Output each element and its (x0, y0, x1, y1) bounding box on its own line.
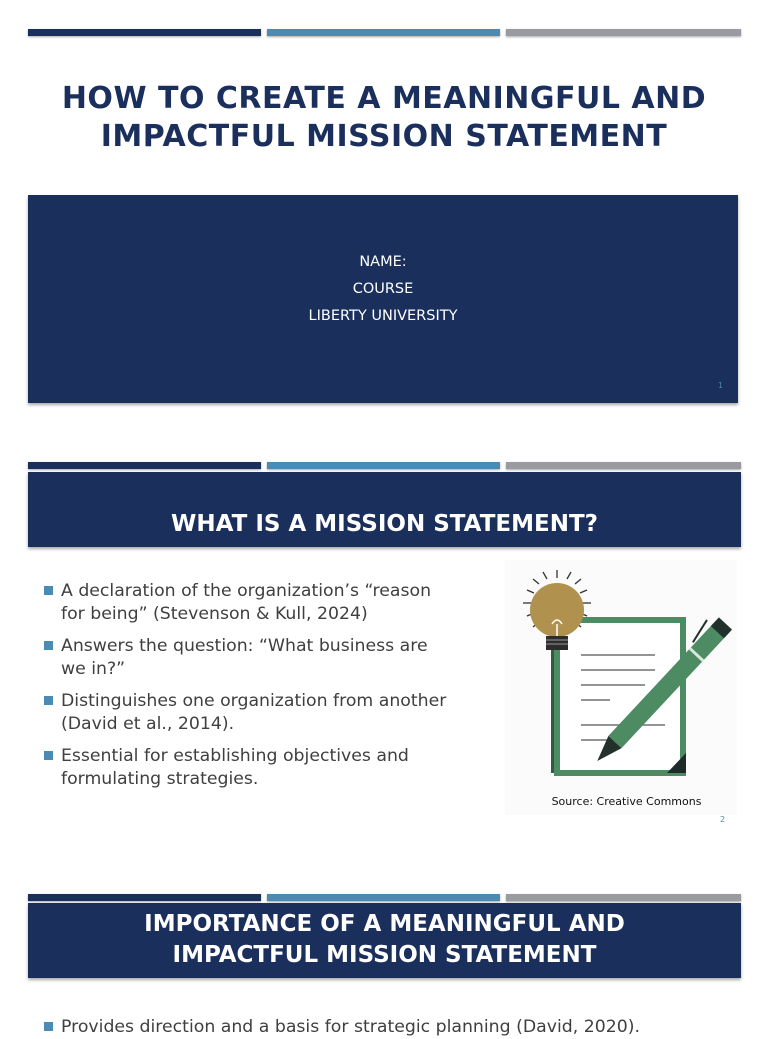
slide2-title-bar (28, 472, 741, 547)
list-item: A declaration of the organization’s “reason for being” (Stevenson & Kull, 2024) (44, 580, 504, 626)
image-caption: Source: Creative Commons (551, 795, 702, 808)
slide2-bullet-list (44, 580, 504, 800)
list-item: Distinguishes one organization from another (David et al., 2014). (44, 690, 504, 736)
list-item: Essential for establishing objectives and formulating strategies. (44, 745, 504, 791)
slide2-accent-stripes (28, 462, 741, 469)
slide2-title: WHAT IS A MISSION STATEMENT? (171, 511, 598, 537)
slide3-title-bar (28, 903, 741, 978)
course-label: COURSE (352, 281, 414, 297)
slide1-info-box (28, 195, 738, 403)
list-item: Provides direction and a basis for strategic planning (David, 2020). (44, 1016, 761, 1039)
name-label: NAME: (359, 254, 407, 270)
university-label: LIBERTY UNIVERSITY (308, 308, 458, 324)
lightbulb-notepad-pen-icon (505, 560, 737, 815)
slide1-accent-stripes (28, 29, 741, 36)
slide2-page-number: 2 (720, 815, 726, 824)
list-item: Answers the question: “What business are we in?” (44, 635, 504, 681)
slide3-title: IMPORTANCE OF A MEANINGFUL AND IMPACTFUL MISSION STATEMENT (144, 911, 625, 968)
slide1-title: HOW TO CREATE A MEANINGFUL AND IMPACTFUL MISSION STATEMENT (61, 81, 707, 154)
slide1-page-number: 1 (718, 381, 724, 390)
slide3-accent-stripes (28, 894, 741, 901)
